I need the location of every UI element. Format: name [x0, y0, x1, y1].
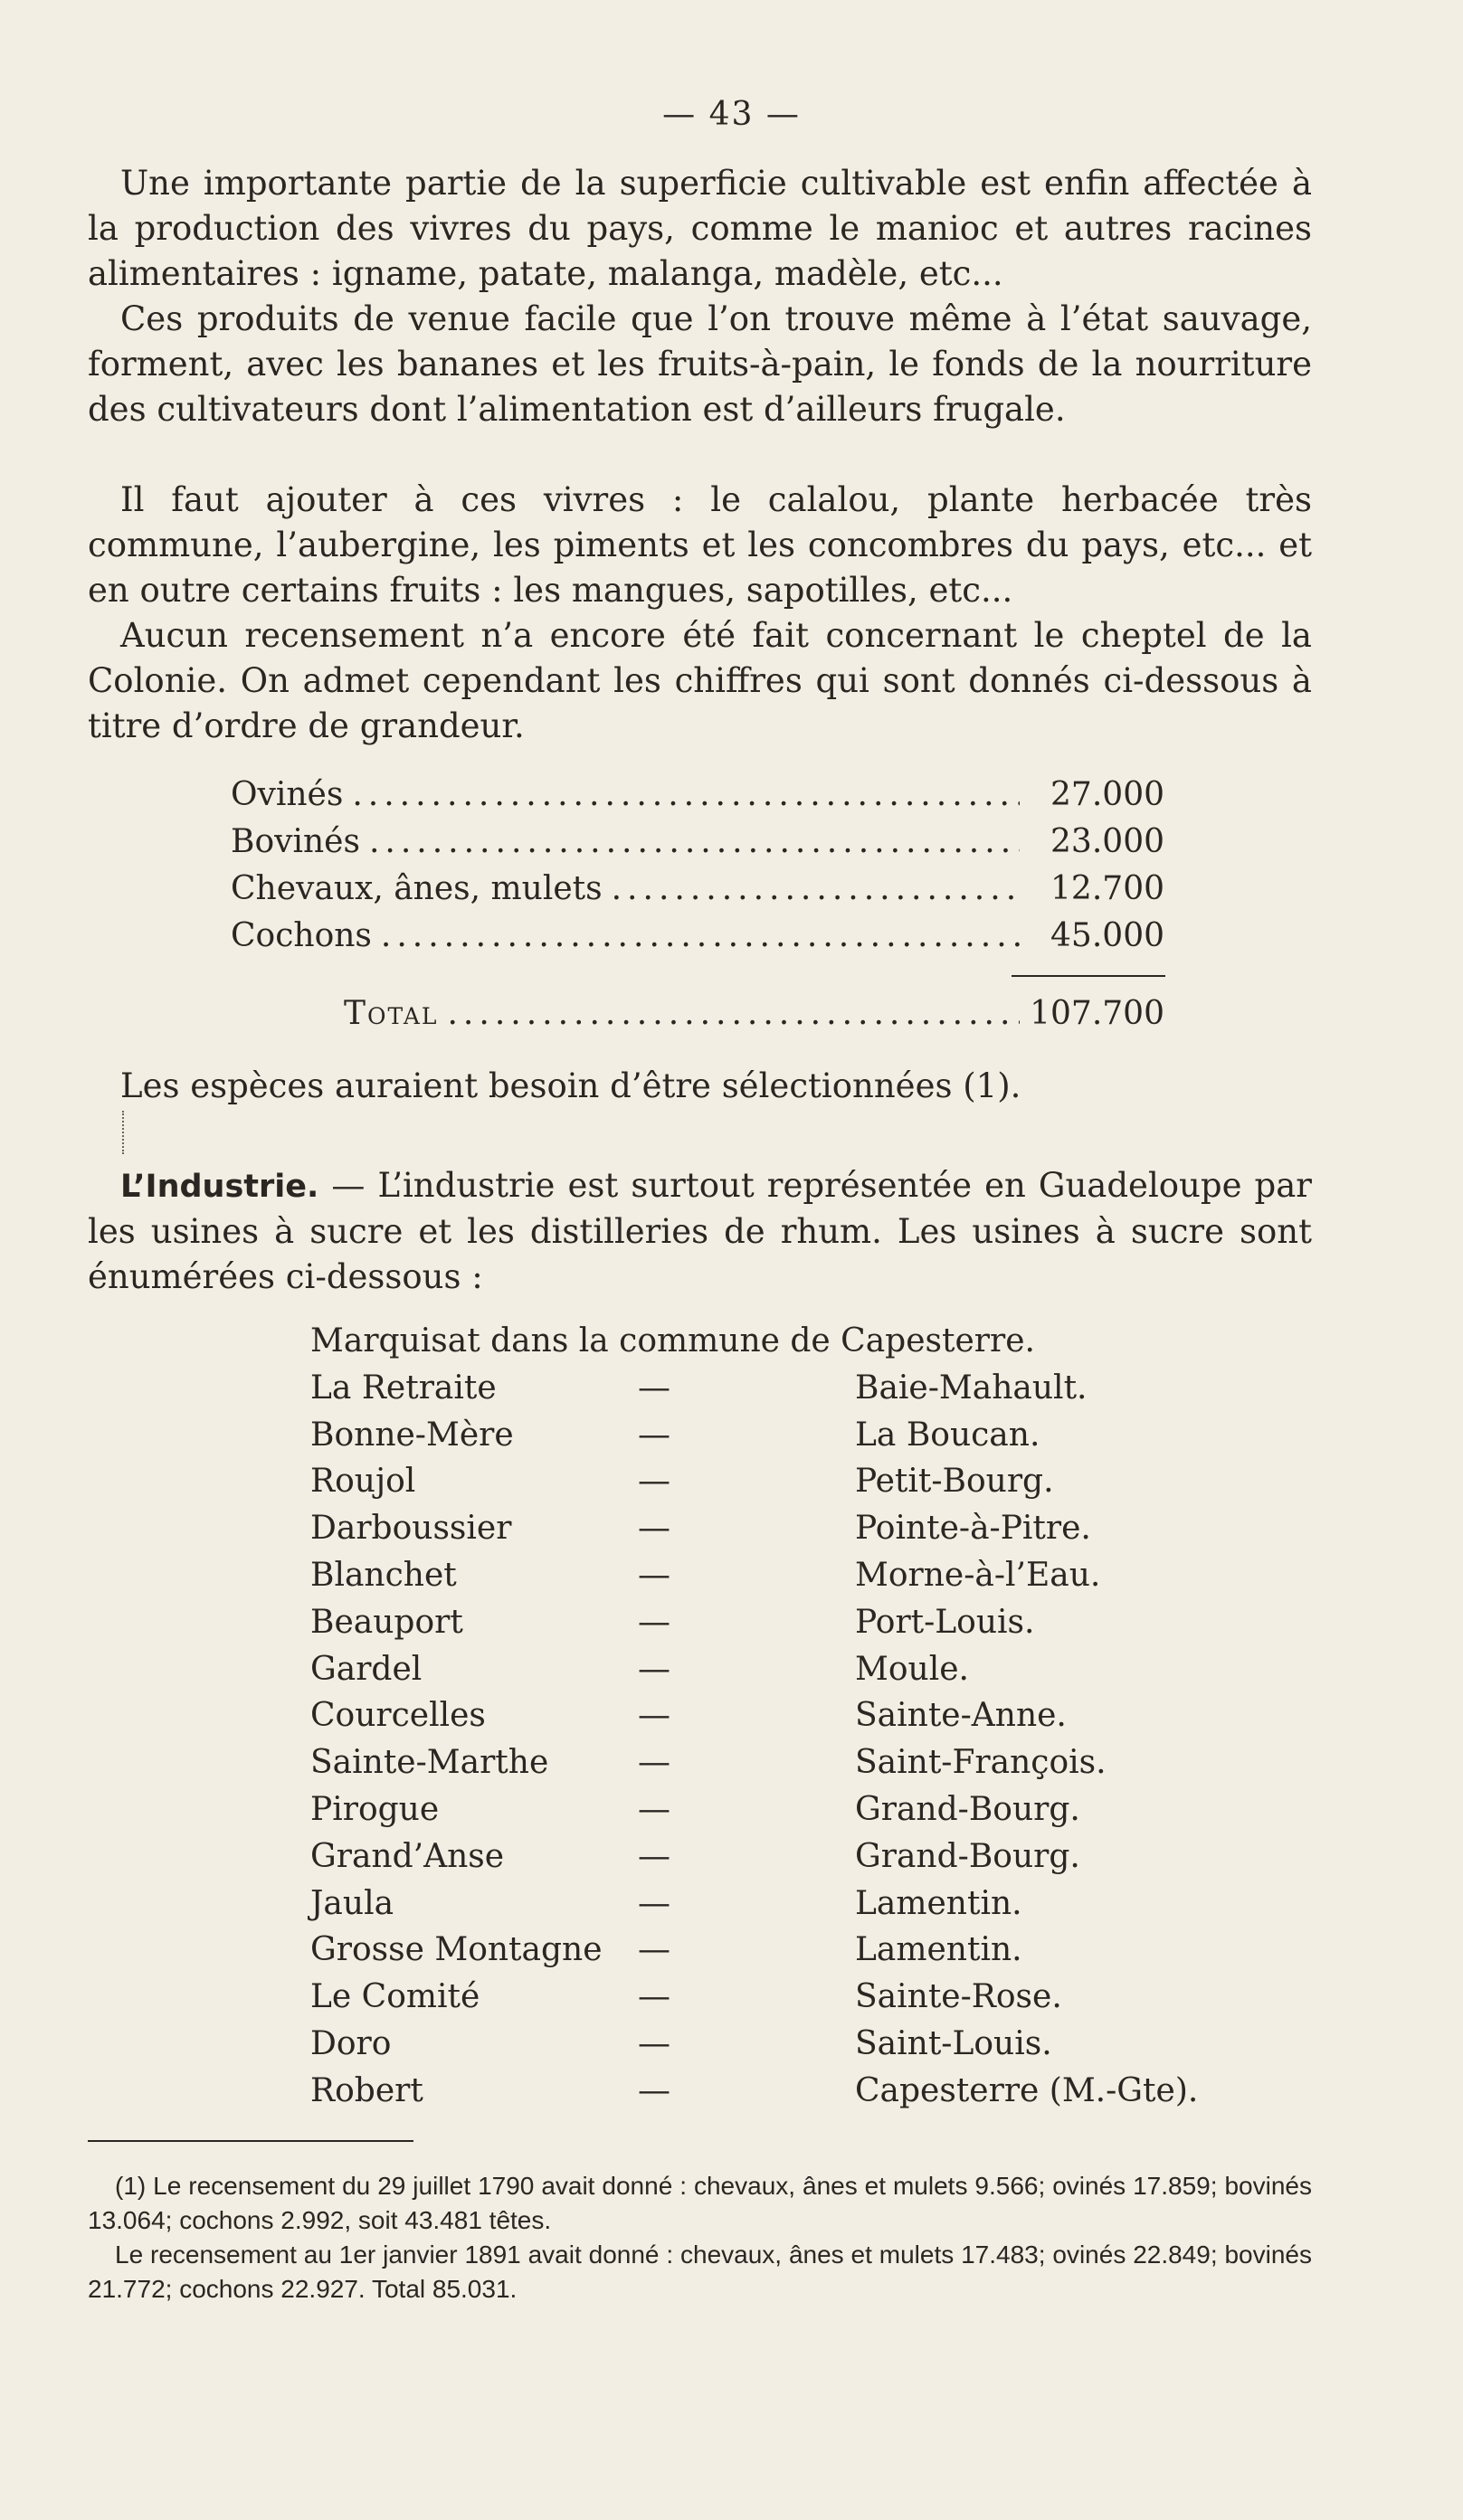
factory-name: Jaula	[310, 1884, 394, 1922]
paragraph-vegetables	[88, 478, 1312, 613]
ditto-dash: —	[638, 1463, 670, 1501]
factory-name: Grand’Anse	[310, 1837, 505, 1875]
paragraph-text: Une importante partie de la superficie cultivable est enfin affectée à la production des vivres du pays, comme le manioc et autres racines alimentaires : igname, patate, malanga, madèle, etc...	[88, 164, 1312, 293]
livestock-label: Chevaux, ânes, mulets	[231, 870, 603, 907]
paragraph-text: Les espèces auraient besoin d’être sélectionnées (1).	[120, 1066, 1021, 1105]
ditto-dash: —	[638, 1510, 670, 1548]
list-item	[310, 1744, 1306, 1791]
total-rule	[1012, 975, 1165, 977]
list-item	[310, 1697, 1306, 1744]
factory-name: Doro	[310, 2024, 392, 2062]
dot-leader	[447, 995, 1020, 1032]
total-label: Total	[344, 995, 439, 1032]
list-item	[310, 1885, 1306, 1932]
factory-town: Saint-François.	[855, 1744, 1107, 1782]
livestock-value: 12.700	[1050, 870, 1164, 907]
footnote-1	[88, 2169, 1312, 2238]
list-item	[310, 1791, 1306, 1838]
list-item	[310, 1416, 1306, 1464]
paragraph-livestock-intro	[88, 613, 1312, 749]
ditto-dash: —	[638, 1650, 670, 1688]
livestock-value: 45.000	[1050, 917, 1164, 954]
factory-town: Moule.	[855, 1650, 969, 1688]
ditto-dash: —	[638, 1884, 670, 1922]
ditto-dash: —	[638, 1790, 670, 1828]
factory-town: Pointe-à-Pitre.	[855, 1510, 1091, 1548]
factory-name: Bonne-Mère	[310, 1416, 514, 1454]
paragraph-text: — L’industrie est surtout représentée en Guadeloupe par les usines à sucre et les distilleries de rhum. Les usines à sucre sont énumérées ci-dessous :	[88, 1166, 1312, 1296]
paragraph-food-crops	[88, 161, 1312, 297]
factory-town: Grand-Bourg.	[855, 1790, 1080, 1828]
list-item	[310, 1978, 1306, 2025]
factory-name: Le Comité	[310, 1978, 480, 2016]
list-item	[310, 2025, 1306, 2072]
factory-name: Pirogue	[310, 1790, 440, 1828]
factory-name: Courcelles	[310, 1697, 486, 1735]
ditto-dash: —	[638, 1603, 670, 1641]
page-number: — 43 —	[662, 96, 801, 133]
factory-town: Baie-Mahault.	[855, 1369, 1088, 1407]
list-item	[310, 1322, 1306, 1369]
dot-leader	[612, 870, 1020, 907]
factory-name: Sainte-Marthe	[310, 1744, 549, 1782]
paragraph-text: Ces produits de venue facile que l’on trouve même à l’état sauvage, forment, avec les bananes et les fruits-à-pain, le fonds de la nourriture des cultivateurs dont l’alimentation est d’ailleurs frugale.	[88, 299, 1312, 429]
livestock-row	[231, 823, 1164, 870]
footnote-rule	[88, 2140, 413, 2142]
footnote-2	[88, 2238, 1312, 2307]
factory-town: Lamentin.	[855, 1884, 1022, 1922]
dot-leader	[369, 823, 1020, 860]
factory-town: Grand-Bourg.	[855, 1837, 1080, 1875]
total-value: 107.700	[1030, 995, 1164, 1032]
factory-first-line: Marquisat dans la commune de Capesterre.	[310, 1322, 1035, 1359]
ditto-dash: —	[638, 1837, 670, 1875]
livestock-total-row	[344, 995, 1164, 1032]
factory-town: Morne-à-l’Eau.	[855, 1556, 1101, 1594]
ditto-dash: —	[638, 1744, 670, 1782]
footnotes	[88, 2169, 1312, 2307]
margin-mark	[122, 1111, 126, 1154]
factory-name: Darboussier	[310, 1510, 512, 1548]
factory-town: Capesterre (M.-Gte).	[855, 2071, 1199, 2109]
factory-town: Petit-Bourg.	[855, 1463, 1054, 1501]
livestock-row	[231, 917, 1164, 964]
factory-name: La Retraite	[310, 1369, 497, 1407]
list-item	[310, 1604, 1306, 1651]
factory-town: Sainte-Anne.	[855, 1697, 1067, 1735]
factory-name: Beauport	[310, 1603, 463, 1641]
livestock-value: 27.000	[1050, 776, 1164, 813]
paragraph-text: Il faut ajouter à ces vivres : le calalou, plante herbacée très commune, l’aubergine, les piments et les concombres du pays, etc... et en outre certains fruits : les mangues, sapotilles, etc...	[88, 480, 1312, 610]
ditto-dash: —	[638, 1556, 670, 1594]
paragraph-produce	[88, 297, 1312, 432]
list-item	[310, 1931, 1306, 1978]
factory-name: Roujol	[310, 1463, 416, 1501]
ditto-dash: —	[638, 1697, 670, 1735]
factory-name: Blanchet	[310, 1556, 457, 1594]
ditto-dash: —	[638, 1369, 670, 1407]
factory-name: Gardel	[310, 1650, 423, 1688]
ditto-dash: —	[638, 1931, 670, 1969]
list-item	[310, 1557, 1306, 1604]
list-item	[310, 1651, 1306, 1698]
paragraph-text: Aucun recensement n’a encore été fait concernant le cheptel de la Colonie. On admet cependant les chiffres qui sont donnés ci-dessous à titre d’ordre de grandeur.	[88, 616, 1312, 745]
factory-town: Sainte-Rose.	[855, 1978, 1062, 2016]
section-heading: L’Industrie.	[120, 1169, 319, 1205]
list-item	[310, 1463, 1306, 1510]
livestock-label: Bovinés	[231, 823, 360, 860]
livestock-label: Cochons	[231, 917, 372, 954]
dot-leader	[352, 776, 1020, 813]
factory-town: Lamentin.	[855, 1931, 1022, 1969]
dot-leader	[381, 917, 1020, 954]
list-item	[310, 1510, 1306, 1557]
ditto-dash: —	[638, 2071, 670, 2109]
livestock-row	[231, 870, 1164, 917]
list-item	[310, 1369, 1306, 1416]
footnote-text: Le recensement au 1er janvier 1891 avait donné : chevaux, ânes et mulets 17.483; ovinés 22.849; bovinés 21.772; cochons 22.927. Total 85.031.	[88, 2241, 1312, 2303]
factory-town: Port-Louis.	[855, 1603, 1035, 1641]
factory-town: Saint-Louis.	[855, 2024, 1052, 2062]
ditto-dash: —	[638, 1978, 670, 2016]
livestock-label: Ovinés	[231, 776, 344, 813]
livestock-value: 23.000	[1050, 823, 1164, 860]
ditto-dash: —	[638, 1416, 670, 1454]
ditto-dash: —	[638, 2024, 670, 2062]
list-item	[310, 2072, 1306, 2119]
paragraph-industry	[88, 1163, 1312, 1300]
paragraph-species-note	[88, 1064, 1312, 1109]
footnote-text: (1) Le recensement du 29 juillet 1790 avait donné : chevaux, ânes et mulets 9.566; ovinés 17.859; bovinés 13.064; cochons 2.992, soit 43.481 têtes.	[88, 2172, 1312, 2234]
factory-name: Robert	[310, 2071, 423, 2109]
sugar-factory-list	[310, 1322, 1306, 2119]
factory-name: Grosse Montagne	[310, 1931, 603, 1969]
livestock-row	[231, 776, 1164, 823]
factory-town: La Boucan.	[855, 1416, 1040, 1454]
livestock-table	[231, 776, 1164, 964]
list-item	[310, 1838, 1306, 1885]
